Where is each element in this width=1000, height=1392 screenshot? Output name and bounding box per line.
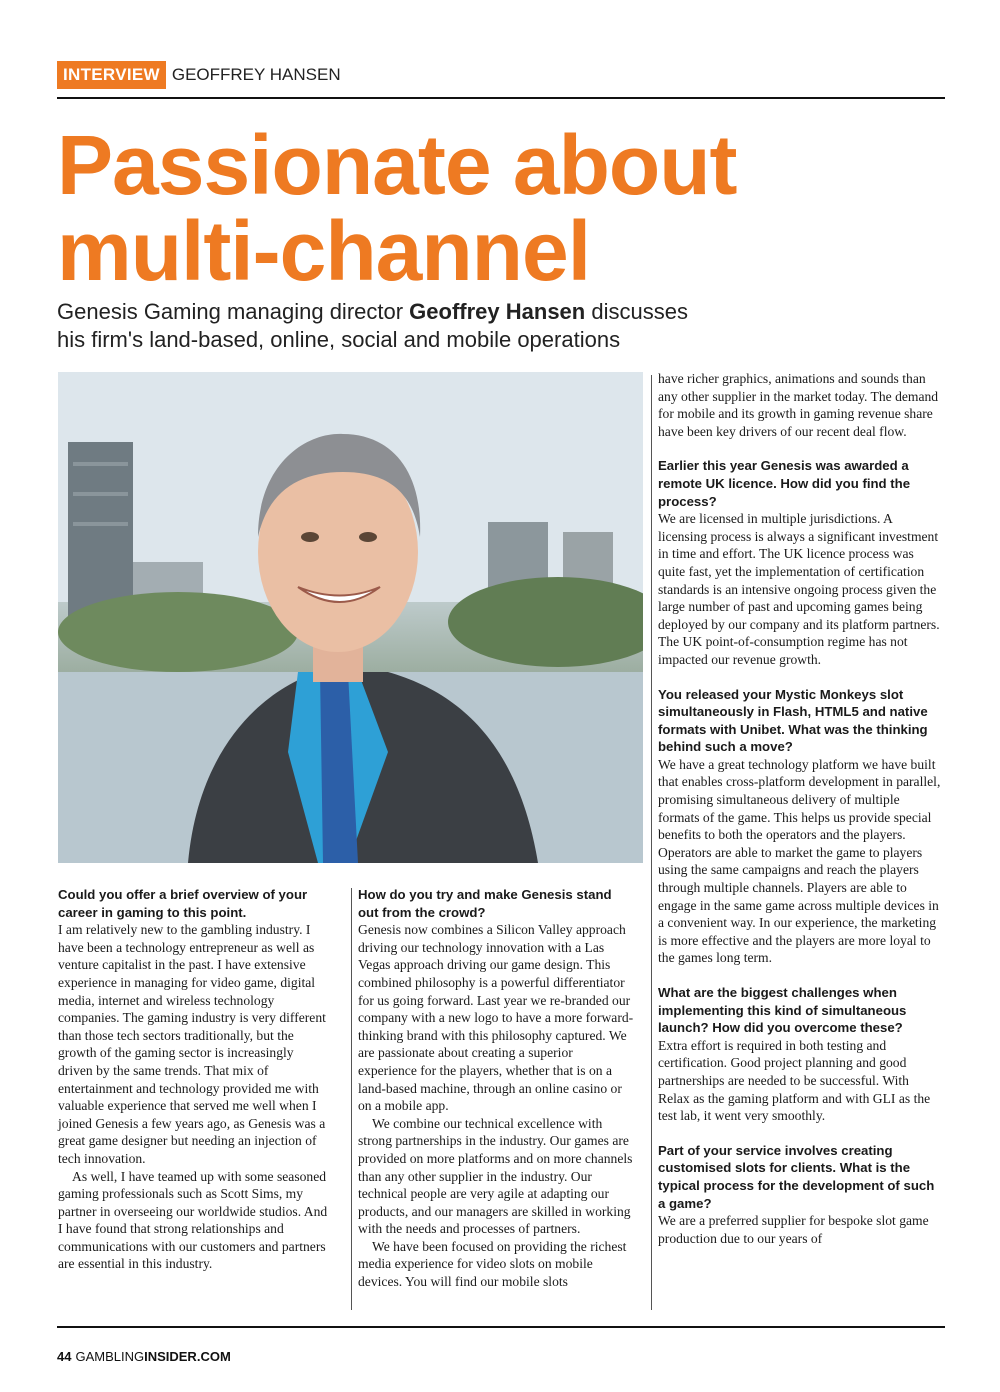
answer-4: We have a great technology platform we have built that enables cross-platform development in parallel, promising simultaneous delivery of multiple formats of the game. This helps us provide special benefits to both the operators and the players. Operators are able to market the game to players using the same campaigns and reach the players through multiple channels. Players are able to engage in the same game across multiple devices in a convenient way. In our experience, the marketing is more effective and the players are more loyal to the games long term.: [658, 756, 941, 966]
interviewee-name: GEOFFREY HANSEN: [171, 65, 341, 84]
page-number: 44: [57, 1349, 72, 1364]
top-rule: [57, 97, 945, 99]
answer-2-continued: We combine our technical excellence with strong partnerships in the industry. Our games are provided on more platforms and on more channels than any other supplier in the industry. Our technical people are very agile at adapting our products, and our managers are skilled in working with the needs and processes of partners.: [358, 1115, 633, 1237]
answer-2-continued-2: We have been focused on providing the richest media experience for video slots on mobile devices. You will find our mobile slots: [358, 1238, 627, 1290]
question-6: Part of your service involves creating customised slots for clients. What is the typical process for the development of such a game?: [658, 1142, 935, 1211]
answer-5: Extra effort is required in both testing and certification. Good project planning and good partnerships are needed to be successful. With Relax as the gaming platform and with GLI as the test lab, it went very smoothly.: [658, 1037, 931, 1124]
headline-line-1: Passionate about: [57, 118, 737, 212]
section-tag: INTERVIEW: [57, 61, 166, 89]
site-name-prefix: GAMBLING: [75, 1349, 145, 1364]
question-4: You released your Mystic Monkeys slot simultaneously in Flash, HTML5 and native formats with Unibet. What was the thinking behind such a move?: [658, 686, 928, 755]
answer-6: We are a preferred supplier for bespoke slot game production due to our years of: [658, 1213, 929, 1246]
page-footer: [57, 1349, 231, 1364]
question-2: How do you try and make Genesis stand out from the crowd?: [358, 887, 612, 920]
bottom-rule: [57, 1326, 945, 1328]
section-header: [57, 60, 341, 90]
standfirst-text-2: discusses: [585, 299, 688, 324]
column-2: [358, 886, 635, 1291]
site-name-bold: INSIDER: [144, 1349, 197, 1364]
column-divider-1: [351, 888, 352, 1310]
column-1: [58, 886, 328, 1273]
answer-2: Genesis now combines a Silicon Valley approach driving our technology innovation with a Las Vegas approach driving our game design. This combined philosophy is a powerful differentiator for us going forward. Last year we re-branded our company with a new logo to have a more forward-thinking brand with this philosophy captured. We are passionate about creating a superior experience for the players, whether that is on a land-based machine, through an online casino or on a mobile app.: [358, 922, 634, 1114]
question-1: Could you offer a brief overview of your career in gaming to this point.: [58, 887, 308, 920]
answer-3: We are licensed in multiple jurisdictions. A licensing process is always a significant investment in time and effort. The UK licence process was quite fast, yet the implementation of certification standards is an intensive ongoing process given the large number of past and upcoming games being deployed by our company and its platform partners. The UK point-of-consumption regime has not impacted our revenue growth.: [658, 511, 940, 667]
question-5: What are the biggest challenges when implementing this kind of simultaneous launch? How did you overcome these?: [658, 985, 907, 1036]
headline-line-2: multi-channel: [57, 204, 591, 298]
portrait-illustration: [58, 372, 643, 863]
column-3: [658, 370, 943, 1247]
answer-continued: have richer graphics, animations and sounds than any other supplier in the market today. The demand for mobile and its growth in gaming revenue share have been key drivers of our recent deal flow.: [658, 371, 939, 439]
answer-1-continued: As well, I have teamed up with some seasoned gaming professionals such as Scott Sims, my partner in overseeing our worldwide studios. And I have found that strong relationships and communications with our customers and partners are essential in this industry.: [58, 1168, 328, 1272]
answer-1: I am relatively new to the gambling industry. I have been a technology entrepreneur as well as venture capitalist in the past. I have extensive experience in managing for video game, digital media, internet and wireless technology companies. The gaming industry is very different than those tech sectors traditionally, but the growth of the gaming sector is increasingly driven by the same trends. That mix of entertainment and technology provided me with valuable experience that served me well when I joined Genesis a few years ago, as Genesis was a great game designer but needing an injection of tech innovation.: [58, 922, 326, 1166]
site-name-suffix: .COM: [196, 1349, 231, 1364]
column-divider-2: [651, 375, 652, 1310]
standfirst-text: Genesis Gaming managing director: [57, 299, 410, 324]
standfirst-name: Geoffrey Hansen: [409, 299, 586, 324]
question-3: Earlier this year Genesis was awarded a remote UK licence. How did you find the process?: [658, 458, 911, 509]
standfirst-line-2: his firm's land-based, online, social and mobile operations: [57, 327, 621, 352]
standfirst: [57, 298, 857, 354]
headline: [57, 118, 957, 298]
portrait-photo: [58, 372, 643, 863]
